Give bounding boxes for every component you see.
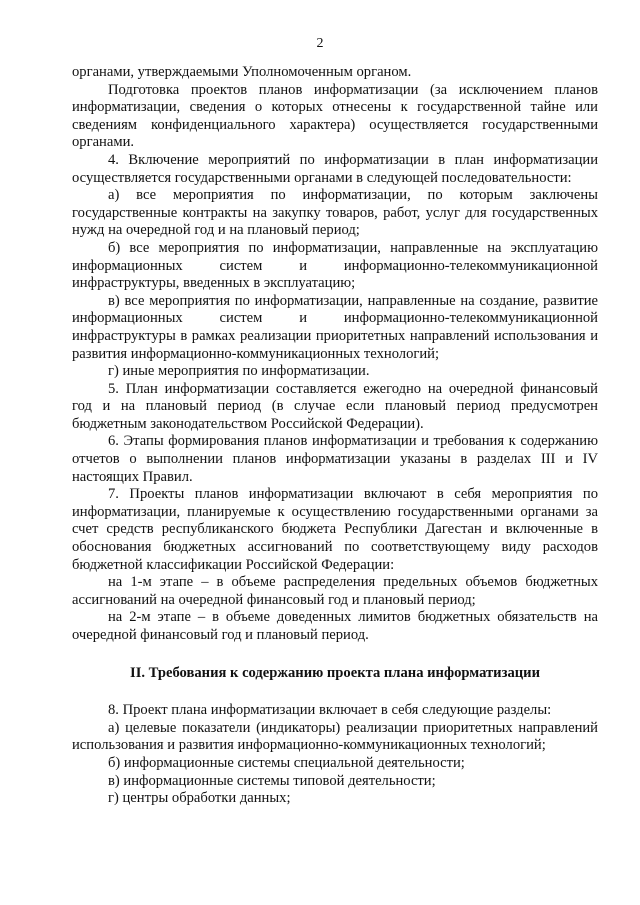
paragraph-item-5: 5. План информатизации составляется ежегодно на очередной финансовый год и на плановый период (в случае если плановый период предусмотрен бюджетным законодательством Российской Федерации).: [72, 380, 598, 432]
paragraph-stage-2: на 2-м этапе – в объеме доведенных лимитов бюджетных обязательств на очередной финансовый год и плановый период.: [72, 609, 598, 643]
paragraph-item-6: 6. Этапы формирования планов информатизации и требования к содержанию отчетов о выполнении планов информатизации указаны в разделах III и IV настоящих Правил.: [72, 433, 598, 485]
paragraph-item-4: 4. Включение мероприятий по информатизации в план информатизации осуществляется государственными органами в следующей последовательности:: [72, 151, 598, 186]
paragraph-preparation: Подготовка проектов планов информатизации (за исключением планов информатизации, сведения о которых отнесены к государственной тайне или сведениям конфиденциального характера) осуществляется государственными органами.: [72, 81, 598, 151]
section-heading: II. Требования к содержанию проекта плана информатизации: [130, 664, 540, 681]
paragraph-item-4b: б) все мероприятия по информатизации, направленные на эксплуатацию информационных систем и информационно-телекоммуникационной инфраструктуры, введенных в эксплуатацию;: [72, 239, 598, 292]
paragraph-item-8g: г) центры обработки данных;: [108, 790, 291, 807]
page-number: 2: [316, 36, 324, 51]
paragraph-item-8: 8. Проект плана информатизации включает в себя следующие разделы:: [108, 702, 552, 719]
paragraph-item-4a: а) все мероприятия по информатизации, по которым заключены государственные контракты на закупку товаров, работ, услуг для государственных нужд на очередной год и на плановый период;: [72, 187, 598, 239]
paragraph-item-8v: в) информационные системы типовой деятельности;: [108, 772, 436, 789]
document-body: [72, 64, 598, 808]
paragraph-item-4v: в) все мероприятия по информатизации, направленные на создание, развитие информационных систем и информационно-телекоммуникационной инфраструктуры в рамках реализации приоритетных направлений использования и развития информационно-коммуникационных технологий;: [72, 292, 598, 362]
paragraph-continuation: органами, утверждаемыми Уполномоченным органом.: [72, 64, 412, 80]
paragraph-item-8a: а) целевые показатели (индикаторы) реализации приоритетных направлений использования и развития информационно-коммуникационных технологий;: [72, 719, 598, 754]
paragraph-item-8b: б) информационные системы специальной деятельности;: [108, 754, 465, 771]
paragraph-item-7: 7. Проекты планов информатизации включают в себя мероприятия по информатизации, планируемые к осуществлению государственными органами за счет средств республиканского бюджета Республики Дагестан и включенные в обоснования бюджетных ассигнований по соответствующему виду расходов бюджетной классификации Российской Федерации:: [72, 486, 598, 573]
paragraph-stage-1: на 1-м этапе – в объеме распределения предельных объемов бюджетных ассигнований на очередной финансовый год и плановый период;: [72, 574, 598, 608]
paragraph-item-4g: г) иные мероприятия по информатизации.: [108, 363, 370, 380]
